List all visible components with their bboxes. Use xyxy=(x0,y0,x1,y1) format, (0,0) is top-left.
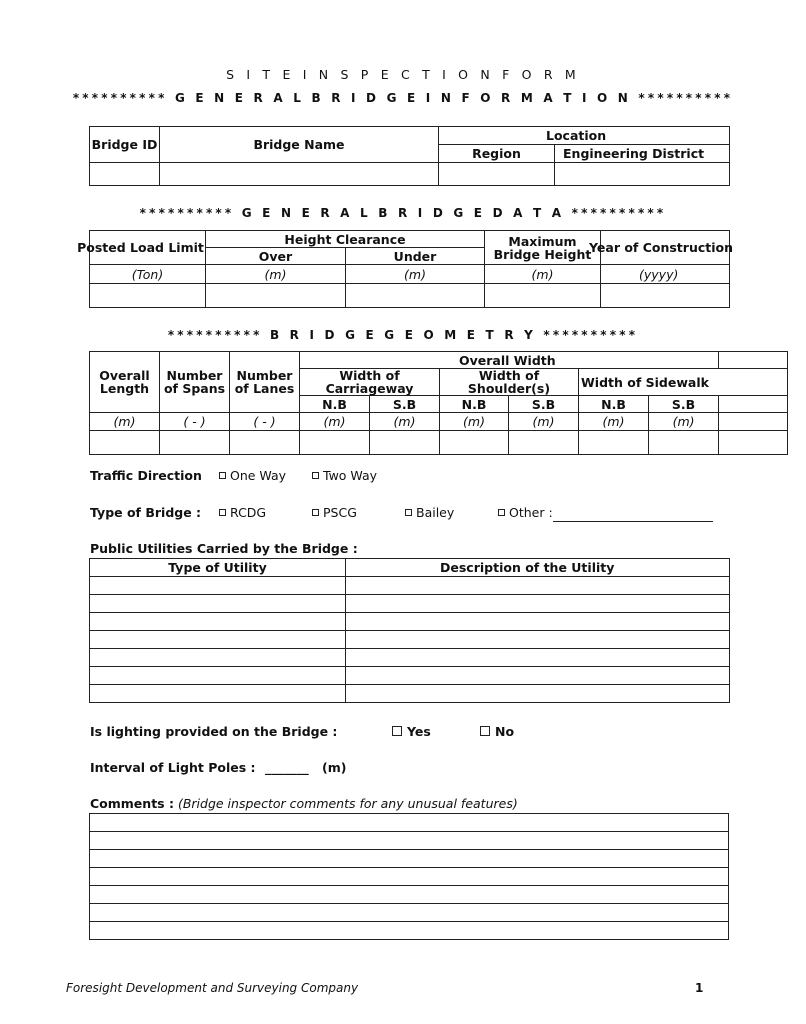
checkbox-icon[interactable] xyxy=(219,472,226,479)
unit-sidewalk-sb: (m) xyxy=(649,413,719,431)
utility-type-field[interactable] xyxy=(90,613,346,631)
shoulders-header: Width of Shoulder(s) xyxy=(440,369,579,396)
utilities-table xyxy=(89,558,730,703)
over-header: Over xyxy=(206,248,346,265)
traffic-two-way-option[interactable]: Two Way xyxy=(312,468,377,483)
comment-line[interactable] xyxy=(90,904,729,922)
comments-heading xyxy=(90,796,518,811)
checkbox-icon[interactable] xyxy=(498,509,505,516)
year-field[interactable] xyxy=(601,284,730,308)
bridge-name-field[interactable] xyxy=(160,163,439,186)
utility-type-field[interactable] xyxy=(90,649,346,667)
geometry-table xyxy=(89,351,788,455)
comment-line[interactable] xyxy=(90,868,729,886)
under-header: Under xyxy=(346,248,485,265)
general-data-table xyxy=(77,230,734,308)
overall-length-field[interactable] xyxy=(90,431,160,455)
page-number: 1 xyxy=(695,981,704,995)
utility-description-field[interactable] xyxy=(346,595,730,613)
light-pole-interval-field[interactable]: _______ xyxy=(265,760,309,775)
comments-label: Comments : xyxy=(90,796,174,811)
shoulder-nb-field[interactable] xyxy=(440,431,509,455)
over-field[interactable] xyxy=(206,284,346,308)
lanes-field[interactable] xyxy=(230,431,300,455)
sidewalk-nb: N.B xyxy=(579,396,649,413)
district-field[interactable] xyxy=(555,163,730,186)
comments-hint: (Bridge inspector comments for any unusual features) xyxy=(177,796,518,811)
bridge-type-other-field[interactable] xyxy=(553,507,713,522)
sidewalk-nb-field[interactable] xyxy=(579,431,649,455)
footer-company: Foresight Development and Surveying Company xyxy=(66,981,359,995)
posted-load-header: Posted Load Limit xyxy=(90,231,206,265)
utility-description-header: Description of the Utility xyxy=(346,559,730,577)
carriageway-sb-field[interactable] xyxy=(370,431,440,455)
utility-type-field[interactable] xyxy=(90,685,346,703)
light-pole-interval-unit: (m) xyxy=(322,760,347,775)
shoulder-nb: N.B xyxy=(440,396,509,413)
overall-width-header: Overall Width xyxy=(300,352,719,369)
utility-type-field[interactable] xyxy=(90,667,346,685)
unit-yyyy: (yyyy) xyxy=(601,265,730,284)
location-header: Location xyxy=(439,127,730,145)
lanes-header: Number of Lanes xyxy=(230,352,300,413)
traffic-one-way-option[interactable]: One Way xyxy=(219,468,286,483)
utility-type-header: Type of Utility xyxy=(90,559,346,577)
overall-length-header: Overall Length xyxy=(90,352,160,413)
spans-field[interactable] xyxy=(160,431,230,455)
light-pole-interval-label: Interval of Light Poles : xyxy=(90,760,256,775)
bridge-id-field[interactable] xyxy=(90,163,160,186)
comment-line[interactable] xyxy=(90,886,729,904)
utility-description-field[interactable] xyxy=(346,685,730,703)
comment-line[interactable] xyxy=(90,922,729,940)
unit-over-m: (m) xyxy=(206,265,346,284)
traffic-direction-label: Traffic Direction xyxy=(90,468,202,483)
utility-description-field[interactable] xyxy=(346,577,730,595)
checkbox-icon[interactable] xyxy=(312,472,319,479)
comment-line[interactable] xyxy=(90,832,729,850)
comments-table xyxy=(89,813,729,940)
bridge-type-other-option[interactable]: Other : xyxy=(498,505,553,520)
district-header: Engineering District xyxy=(555,145,730,163)
unit-shoulder-nb: (m) xyxy=(440,413,509,431)
section-general-data-heading: ********** G E N E R A L B R I D G E D A T A ********** xyxy=(139,206,667,220)
comment-line[interactable] xyxy=(90,850,729,868)
unit-length-m: (m) xyxy=(90,413,160,431)
max-height-header: Maximum Bridge Height xyxy=(485,231,601,265)
bridge-type-label: Type of Bridge : xyxy=(90,505,202,520)
checkbox-icon[interactable] xyxy=(480,726,490,736)
utilities-label: Public Utilities Carried by the Bridge : xyxy=(90,541,358,556)
bridge-name-header: Bridge Name xyxy=(160,127,439,163)
checkbox-icon[interactable] xyxy=(405,509,412,516)
spans-header: Number of Spans xyxy=(160,352,230,413)
bridge-id-header: Bridge ID xyxy=(90,127,160,163)
posted-load-field[interactable] xyxy=(90,284,206,308)
checkbox-icon[interactable] xyxy=(312,509,319,516)
utility-description-field[interactable] xyxy=(346,613,730,631)
shoulder-sb-field[interactable] xyxy=(509,431,579,455)
unit-under-m: (m) xyxy=(346,265,485,284)
lighting-label: Is lighting provided on the Bridge : xyxy=(90,724,338,739)
general-info-table xyxy=(89,126,730,186)
sidewalk-header: Width of Sidewalk xyxy=(579,369,788,396)
section-geometry-heading: ********** B R I D G E G E O M E T R Y ********** xyxy=(167,328,639,342)
bridge-type-rcdg-option[interactable]: RCDG xyxy=(219,505,266,520)
carriageway-header: Width of Carriageway xyxy=(300,369,440,396)
unit-spans: ( - ) xyxy=(160,413,230,431)
utility-description-field[interactable] xyxy=(346,631,730,649)
unit-carriageway-nb: (m) xyxy=(300,413,370,431)
lighting-no-option[interactable]: No xyxy=(480,724,514,739)
bridge-type-pscg-option[interactable]: PSCG xyxy=(312,505,357,520)
utility-type-field[interactable] xyxy=(90,577,346,595)
height-clearance-header: Height Clearance xyxy=(206,231,485,248)
carriageway-nb: N.B xyxy=(300,396,370,413)
checkbox-icon[interactable] xyxy=(219,509,226,516)
carriageway-sb: S.B xyxy=(370,396,440,413)
utility-description-field[interactable] xyxy=(346,667,730,685)
utility-description-field[interactable] xyxy=(346,649,730,667)
unit-ton: (Ton) xyxy=(90,265,206,284)
lighting-yes-option[interactable]: Yes xyxy=(392,724,431,739)
sidewalk-sb-field[interactable] xyxy=(649,431,719,455)
comment-line[interactable] xyxy=(90,814,729,832)
unit-sidewalk-nb: (m) xyxy=(579,413,649,431)
form-title: S I T E I N S P E C T I O N F O R M xyxy=(226,67,580,82)
year-header: Year of Construction xyxy=(601,231,730,265)
section-general-info-heading: ********** G E N E R A L B R I D G E I N F O R M A T I O N ********** xyxy=(72,91,734,105)
max-height-field[interactable] xyxy=(485,284,601,308)
unit-shoulder-sb: (m) xyxy=(509,413,579,431)
unit-height-m: (m) xyxy=(485,265,601,284)
checkbox-icon[interactable] xyxy=(392,726,402,736)
region-header: Region xyxy=(439,145,555,163)
unit-carriageway-sb: (m) xyxy=(370,413,440,431)
carriageway-nb-field[interactable] xyxy=(300,431,370,455)
utility-type-field[interactable] xyxy=(90,595,346,613)
region-field[interactable] xyxy=(439,163,555,186)
under-field[interactable] xyxy=(346,284,485,308)
bridge-type-bailey-option[interactable]: Bailey xyxy=(405,505,454,520)
utility-type-field[interactable] xyxy=(90,631,346,649)
unit-lanes: ( - ) xyxy=(230,413,300,431)
shoulder-sb: S.B xyxy=(509,396,579,413)
sidewalk-sb: S.B xyxy=(649,396,719,413)
